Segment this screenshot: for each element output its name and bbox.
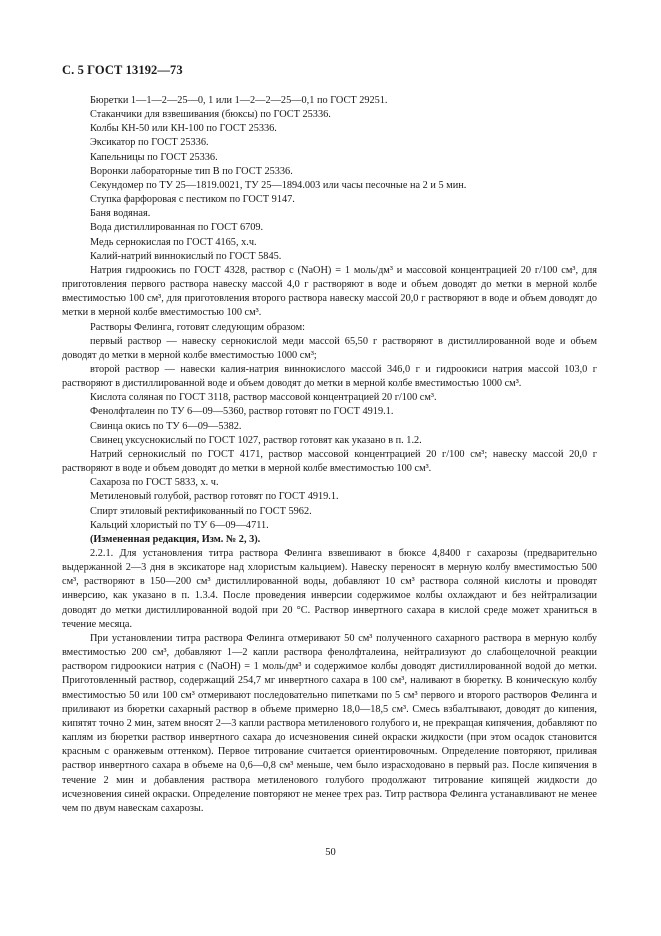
paragraph-fehling-first: первый раствор — навеску сернокислой меди массой 65,50 г растворяют в дистиллированной воде и объем доводят до метки в мерной колбе вместимостью 1000 см³; [62, 335, 597, 361]
paragraph-flasks: Колбы КН-50 или КН-100 по ГОСТ 25336. [90, 123, 277, 135]
paragraph-stopwatch: Секундомер по ТУ 25—1819.0021, ТУ 25—1894.003 или часы песочные на 2 и 5 мин. [90, 179, 467, 191]
paragraph-fehling-intro: Растворы Фелинга, готовят следующим образом: [90, 321, 305, 333]
paragraph-fehling-second: второй раствор — навески калия-натрия виннокислого массой 346,0 г и гидроокиси натрия массой 103,0 г растворяют в дистиллированной воде и объем доводят до метки в мерной колбе вместимостью 1000 см³. [62, 363, 597, 390]
paragraph-distilled-water: Вода дистиллированная по ГОСТ 6709. [90, 222, 264, 234]
page-header: С. 5 ГОСТ 13192—73 [62, 63, 183, 77]
paragraph-calcium-chloride: Кальций хлористый по ТУ 6—09—4711. [90, 519, 269, 531]
document-body [62, 94, 597, 816]
paragraph-titration-procedure: При установлении титра раствора Фелинга отмеривают 50 см³ полученного сахарного раствора в мерную колбу вместимостью 200 см³, добавляют 1—2 капли раствора фенолфталеина, нейтрализуют до слабощелочной реакции раствором гидроокиси натрия c (NaOH) = 1 моль/дм³ и содержимое колбы доводят дистиллированной водой до метки. Приготовленный раствор, содержащий 254,7 мг инвертного сахара в 100 см³, наливают в бюретку. В коническую колбу вместимостью 50 или 100 см³ отмеривают последовательно пипетками по 5 см³ первого и второго растворов Фелинга и приливают из бюретки сахарный раствор в объеме примерно 18,0—18,5 см³. Смесь взбалтывают, доводят до кипения, кипятят точно 2 мин, затем вносят 2—3 капли раствора метиленового голубого и, не прекращая кипячения, добавляют по каплям из бюретки раствор инвертного сахара до исчезновения синей окраски жидкости (при этом осадок становится красным с оранжевым оттенком). Первое титрование считается ориентировочным. Определение повторяют, приливая раствор инвертного сахара в объеме на 0,6—0,8 см³ меньше, чем было израсходовано в первый раз. После кипячения в течение 2 мин и добавления раствора метиленового голубого продолжают титрование кипящей жидкости до исчезновения синей окраски. Определение повторяют не менее трех раз. Титр раствора Фелинга устанавливают не менее чем по двум навескам сахарозы. [62, 632, 597, 814]
paragraph-mortar: Ступка фарфоровая с пестиком по ГОСТ 9147. [90, 194, 295, 206]
paragraph-sodium-sulfate: Натрий сернокислый по ГОСТ 4171, раствор массовой концентрацией 20 г/100 см³; навеску массой 20,0 г растворяют в воде и объем доводят до метки в мерной колбе вместимостью 100 см³. [62, 448, 597, 475]
paragraph-sucrose: Сахароза по ГОСТ 5833, х. ч. [90, 477, 219, 489]
paragraph-funnels: Воронки лабораторные тип В по ГОСТ 25336. [90, 165, 293, 177]
paragraph-burettes: Бюретки 1—1—2—25—0, 1 или 1—2—2—25—0,1 по ГОСТ 29251. [90, 95, 388, 106]
paragraph-sodium-hydroxide: Натрия гидроокись по ГОСТ 4328, раствор c (NaOH) = 1 моль/дм³ и массовой концентрацией 20 г/100 см³, для приготовления первого раствора навеску массой 4,0 г растворяют в воде и объем доводят до метки в мерной колбе вместимостью 100 см³, для приготовления второго раствора навеску массой 20,0 г растворяют в воде и объем доводят до метки в мерной колбе вместимостью 100 см³. [62, 264, 597, 319]
paragraph-lead-oxide: Свинца окись по ТУ 6—09—5382. [90, 420, 242, 432]
paragraph-desiccator: Эксикатор по ГОСТ 25336. [90, 137, 209, 149]
paragraph-weighing-bottles: Стаканчики для взвешивания (бюксы) по ГОСТ 25336. [90, 109, 331, 121]
paragraph-methylene-blue: Метиленовый голубой, раствор готовят по ГОСТ 4919.1. [90, 491, 339, 503]
paragraph-amendment-note: (Измененная редакция, Изм. № 2, 3). [90, 533, 261, 545]
paragraph-copper-sulfate: Медь сернокислая по ГОСТ 4165, х.ч. [90, 236, 257, 248]
paragraph-lead-acetate: Свинец уксуснокислый по ГОСТ 1027, раствор готовят как указано в п. 1.2. [90, 434, 422, 446]
paragraph-phenolphthalein: Фенолфталеин по ТУ 6—09—5360, раствор готовят по ГОСТ 4919.1. [90, 406, 394, 418]
paragraph-droppers: Капельницы по ГОСТ 25336. [90, 151, 218, 163]
paragraph-ethyl-alcohol: Спирт этиловый ректификованный по ГОСТ 5962. [90, 505, 312, 517]
paragraph-hydrochloric-acid: Кислота соляная по ГОСТ 3118, раствор массовой концентрацией 20 г/100 см³. [90, 392, 437, 404]
paragraph-section-2-2-1: 2.2.1. Для установления титра раствора Фелинга взвешивают в бюксе 4,8400 г сахарозы (предварительно выдержанной 2—3 дня в эксикаторе над хлористым кальцием). Навеску переносят в мерную колбу вместимостью 500 см³, растворяют в 150—200 см³ дистиллированной воды, добавляют 10 см³ раствора соляной кислоты и проводят инверсию, как указано в п. 1.3.4. После проведения инверсии содержимое колбы охлаждают и без нейтрализации доводят до метки дистиллированной водой при 20 °С. Раствор инвертного сахара в кислой среде может храниться в течение месяца. [62, 548, 597, 630]
paragraph-potassium-sodium-tartrate: Калий-натрий виннокислый по ГОСТ 5845. [90, 250, 282, 262]
paragraph-water-bath: Баня водяная. [90, 208, 151, 220]
page-number: 50 [325, 847, 336, 858]
